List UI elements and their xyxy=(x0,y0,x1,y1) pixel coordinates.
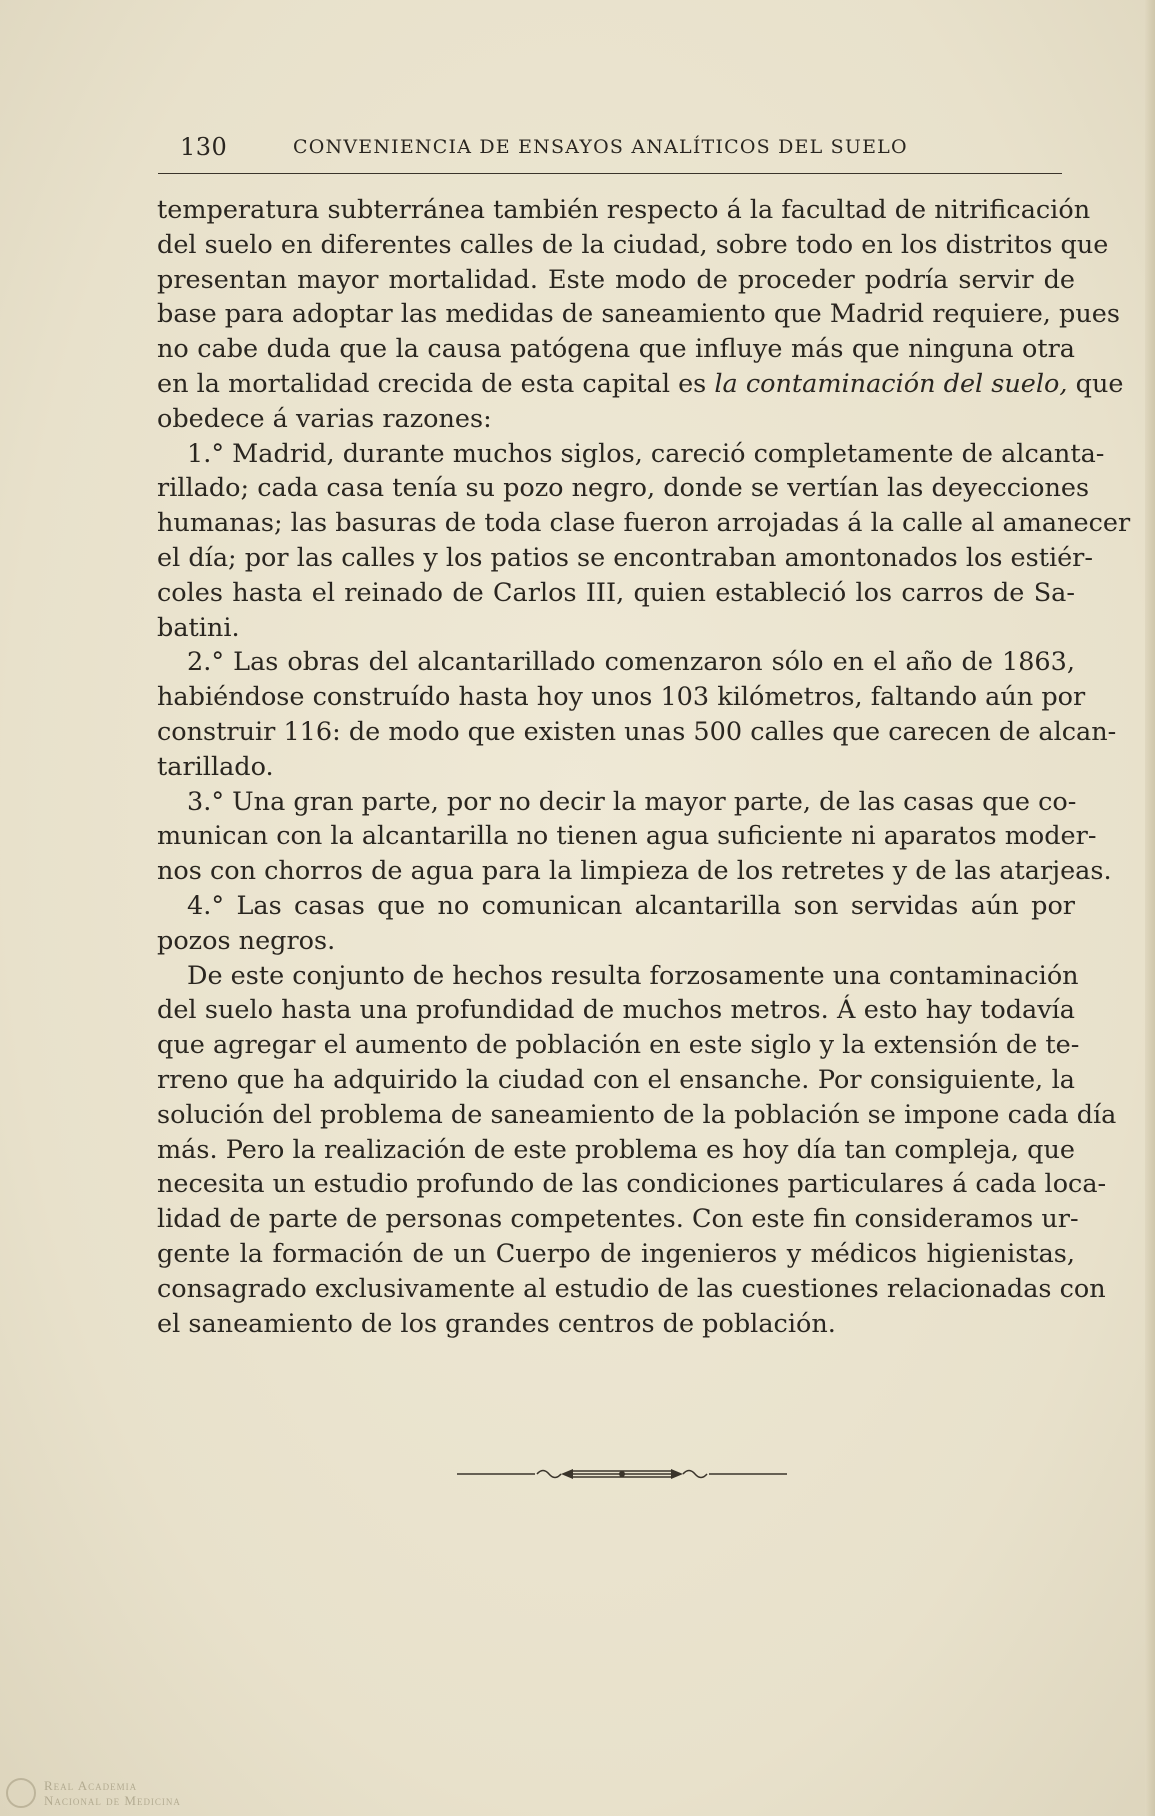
emphasis-text: la contaminación del suelo, xyxy=(714,368,1068,399)
text-line: nos con chorros de agua para la limpieza de los retretes y de las atarjeas. xyxy=(157,856,1112,887)
ornamental-divider xyxy=(457,1464,787,1484)
text-line: rreno que ha adquirido la ciudad con el ensanche. Por consiguiente, la xyxy=(157,1064,1075,1095)
text-line: del suelo en diferentes calles de la ciudad, sobre todo en los distritos que xyxy=(157,229,1109,260)
text-line: pozos negros. xyxy=(157,925,336,956)
text-segment: en la mortalidad crecida de esta capital es xyxy=(157,368,707,399)
text-line: habiéndose construído hasta hoy unos 103 kilómetros, faltando aún por xyxy=(157,682,1086,713)
text-line: no cabe duda que la causa patógena que influye más que ninguna otra xyxy=(157,334,1075,365)
running-title: CONVENIENCIA DE ENSAYOS ANALÍTICOS DEL SUELO xyxy=(293,136,908,158)
text-line: humanas; las basuras de toda clase fueron arrojadas á la calle al amanecer xyxy=(157,508,1131,539)
text-line: lidad de parte de personas competentes. Con este fin consideramos ur- xyxy=(157,1204,1079,1235)
watermark-line-1: Real Academia xyxy=(44,1778,138,1793)
page-header xyxy=(180,133,1060,163)
body-text xyxy=(157,193,1131,1341)
text-line: necesita un estudio profundo de las condiciones particulares á cada loca- xyxy=(157,1169,1107,1200)
text-line-mixed xyxy=(157,367,1124,402)
text-line: temperatura subterránea también respecto á la facultad de nitrificación xyxy=(157,195,1091,225)
text-line: batini. xyxy=(157,612,240,643)
text-line: consagrado exclusivamente al estudio de las cuestiones relacionadas con xyxy=(157,1273,1106,1304)
text-segment: que xyxy=(1067,368,1124,399)
text-line: solución del problema de saneamiento de la población se impone cada día xyxy=(157,1099,1117,1130)
text-line: más. Pero la realización de este problema es hoy día tan compleja, que xyxy=(157,1134,1075,1165)
watermark-line-2: Nacional de Medicina xyxy=(44,1793,181,1808)
list-item-1: 1.° Madrid, durante muchos siglos, careció completamente de alcanta- xyxy=(187,438,1105,469)
list-item-4: 4.° Las casas que no comunican alcantarilla son servidas aún por xyxy=(187,890,1075,921)
text-line: munican con la alcantarilla no tienen agua suficiente ni aparatos moder- xyxy=(157,821,1097,852)
text-line: gente la formación de un Cuerpo de ingenieros y médicos higienistas, xyxy=(157,1238,1075,1269)
text-line: el saneamiento de los grandes centros de población. xyxy=(157,1308,836,1339)
page-edge xyxy=(1145,0,1155,1816)
page-number: 130 xyxy=(180,133,228,161)
text-line: construir 116: de modo que existen unas 500 calles que carecen de alcan- xyxy=(157,716,1117,747)
text-line: que agregar el aumento de población en este siglo y la extensión de te- xyxy=(157,1030,1080,1061)
text-line: coles hasta el reinado de Carlos III, quien estableció los carros de Sa- xyxy=(157,577,1075,608)
text-line: base para adoptar las medidas de saneamiento que Madrid requiere, pues xyxy=(157,299,1120,330)
list-item-2: 2.° Las obras del alcantarillado comenzaron sólo en el año de 1863, xyxy=(187,647,1075,678)
library-watermark xyxy=(6,1776,206,1812)
list-item-3: 3.° Una gran parte, por no decir la mayor parte, de las casas que co- xyxy=(187,786,1077,817)
header-rule xyxy=(158,173,1062,174)
text-line: tarillado. xyxy=(157,751,274,782)
paragraph-start: De este conjunto de hechos resulta forzosamente una contaminación xyxy=(187,960,1079,991)
academy-seal-icon xyxy=(6,1778,36,1808)
text-line: el día; por las calles y los patios se encontraban amontonados los estiér- xyxy=(157,542,1093,573)
text-line: presentan mayor mortalidad. Este modo de proceder podría servir de xyxy=(157,264,1075,295)
text-line: del suelo hasta una profundidad de muchos metros. Á esto hay todavía xyxy=(157,995,1075,1026)
text-line: rillado; cada casa tenía su pozo negro, donde se vertían las deyecciones xyxy=(157,473,1090,504)
text-line: obedece á varias razones: xyxy=(157,403,492,434)
